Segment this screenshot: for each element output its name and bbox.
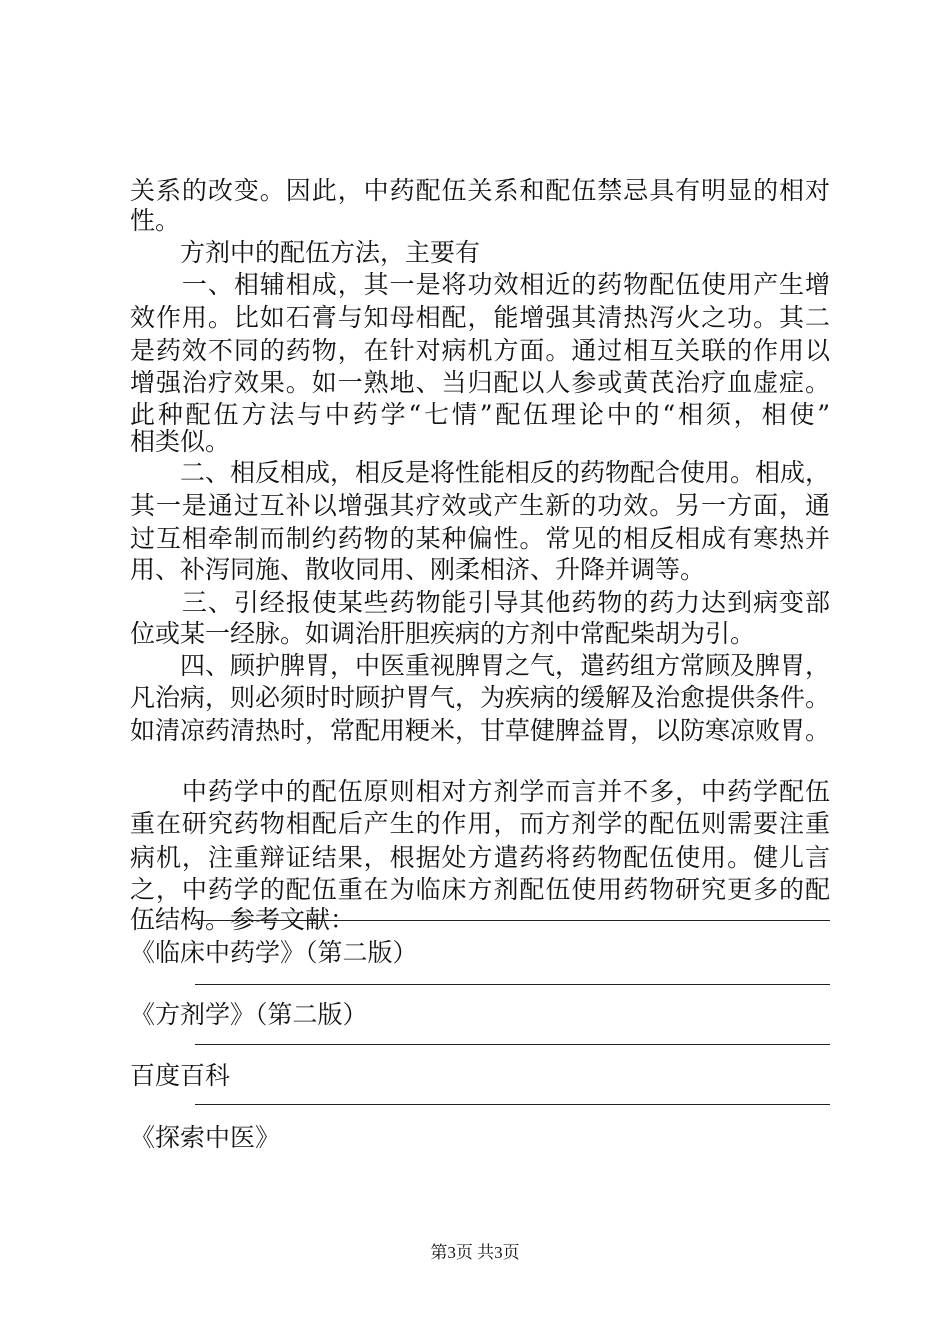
body-line: 此种配伍方法与中药学“七情”配伍理论中的“相须，相使”: [130, 400, 830, 429]
body-line: 伍结构。参考文献：: [130, 905, 356, 934]
body-line: 是药效不同的药物，在针对病机方面。通过相互关联的作用以: [130, 336, 830, 365]
body-line: 如清凉药清热时，常配用粳米，甘草健脾益胃，以防寒凉败胃。: [130, 716, 831, 745]
body-line: 四、顾护脾胃，中医重视脾胃之气，遣药组方常顾及脾胃，: [130, 651, 831, 680]
reference-item: 《临床中药学》（第二版）: [130, 938, 418, 967]
body-line: 一、相辅相成，其一是将功效相近的药物配伍使用产生增: [130, 270, 830, 299]
reference-divider: [195, 920, 830, 921]
reference-item: 百度百科: [130, 1061, 231, 1090]
body-line: 三、引经报使某些药物能引导其他药物的药力达到病变部: [130, 588, 830, 617]
body-line: 方剂中的配伍方法，主要有: [130, 238, 481, 267]
body-line: 其一是通过互补以增强其疗效或产生新的功效。另一方面，通: [130, 491, 830, 520]
reference-divider: [195, 1044, 830, 1045]
body-line: 用、补泻同施、散收同用、刚柔相济、升降并调等。: [130, 555, 706, 584]
page-number-footer: 第3页 共3页: [430, 1243, 520, 1262]
reference-divider: [195, 984, 830, 985]
reference-divider: [195, 1104, 830, 1105]
body-line: 位或某一经脉。如调治肝胆疾病的方剂中常配柴胡为引。: [130, 619, 756, 648]
body-line: 过互相牵制而制约药物的某种偏性。常见的相反相成有寒热并: [130, 524, 830, 553]
body-line: 性。: [130, 206, 181, 235]
body-line: 效作用。比如石膏与知母相配，能增强其清热泻火之功。其二: [130, 303, 830, 332]
body-line: 相类似。: [130, 427, 231, 456]
body-line: 病机，注重辩证结果，根据处方遣药将药物配伍使用。健儿言: [130, 843, 830, 872]
body-line: 关系的改变。因此，中药配伍关系和配伍禁忌具有明显的相对: [130, 176, 830, 205]
body-line: 重在研究药物相配后产生的作用，而方剂学的配伍则需要注重: [130, 809, 830, 838]
body-line: 之，中药学的配伍重在为临床方剂配伍使用药物研究更多的配: [130, 875, 830, 904]
body-line: 二、相反相成，相反是将性能相反的药物配合使用。相成，: [130, 458, 831, 487]
body-line: 凡治病，则必须时时顾护胃气，为疾病的缓解及治愈提供条件。: [130, 683, 831, 712]
reference-item: 《探索中医》: [130, 1123, 281, 1152]
body-line: 增强治疗效果。如一熟地、当归配以人参或黄芪治疗血虚症。: [130, 368, 830, 397]
body-line: 中药学中的配伍原则相对方剂学而言并不多，中药学配伍: [130, 777, 830, 806]
reference-item: 《方剂学》（第二版）: [130, 1000, 368, 1029]
